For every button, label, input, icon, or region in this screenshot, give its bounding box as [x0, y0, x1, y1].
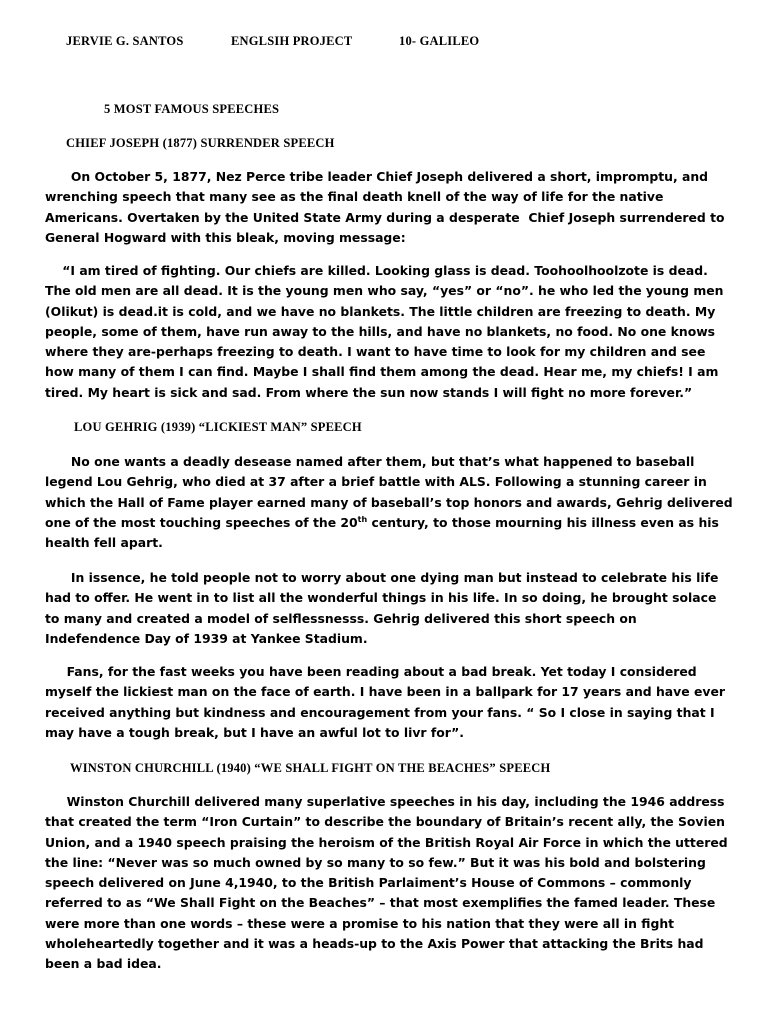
paragraph-line: health fell apart. — [45, 535, 163, 551]
paragraph-line: were more than one words – these were a promise to his nation that they were all in fight — [45, 915, 675, 931]
paragraph-line: “I am tired of fighting. Our chiefs are killed. Looking glass is dead. Toohoolhoolzote is dead. — [45, 263, 708, 278]
paragraph — [45, 167, 725, 248]
line-text: century, to those mourning his illness even as his — [367, 514, 719, 530]
paragraph-line: General Hogward with this bleak, moving message: — [45, 229, 406, 245]
paragraph-line: to many and created a model of selflessnesss. Gehrig delivered this short speech on — [45, 610, 637, 626]
paragraph-line: received anything but kindness and encouragement from your fans. “ So I close in saying that I — [45, 704, 715, 720]
paragraph-line: how many of them I can find. Maybe I shall find them among the dead. Hear me, my chiefs! I am — [45, 364, 719, 380]
section-heading-winston-churchill: WINSTON CHURCHILL (1940) “WE SHALL FIGHT ON THE BEACHES” SPEECH — [70, 761, 551, 775]
paragraph-line: myself the lickiest man on the face of earth. I have been in a ballpark for 17 years and have ever — [45, 684, 725, 700]
paragraph-line: where they are-perhaps freezing to death. I want to have time to look for my children and see — [45, 344, 706, 360]
paragraph-line: wrenching speech that many see as the final death knell of the way of life for the native — [45, 189, 664, 205]
paragraph-line: legend Lou Gehrig, who died at 37 after a brief battle with ALS. Following a stunning career in — [45, 474, 707, 490]
paragraph-line: the line: “Never was so much owned by so many to so few.” But it was his bold and bolstering — [45, 854, 706, 870]
paragraph-line: In issence, he told people not to worry about one dying man but instead to celebrate his life — [45, 570, 719, 585]
paragraph-line: No one wants a deadly desease named after them, but that’s what happened to baseball — [45, 454, 695, 469]
paragraph-line: referred to as “We Shall Fight on the Beaches” – that most exemplifies the famed leader. These — [45, 895, 716, 911]
paragraph — [45, 452, 733, 553]
paragraph-line: that created the term “Iron Curtain” to describe the boundary of Britain’s recent ally, the Sovien — [45, 814, 725, 830]
paragraph — [45, 568, 725, 649]
project-label: ENGLSIH PROJECT — [231, 34, 353, 48]
paragraph-line: Indefendence Day of 1939 at Yankee Stadium. — [45, 630, 368, 646]
paragraph-line: Winston Churchill delivered many superlative speeches in his day, including the 1946 address — [45, 794, 725, 809]
paragraph-line: (Olikut) is dead.it is cold, and we have no blankets. The little children are freezing to death. My — [45, 303, 716, 319]
document-title: 5 MOST FAMOUS SPEECHES — [104, 102, 280, 116]
paragraph — [45, 792, 728, 975]
quote-paragraph — [45, 662, 725, 743]
paragraph-line: Union, and a 1940 speech praising the heroism of the British Royal Air Force in which the uttered — [45, 834, 728, 850]
paragraph-line: been a bad idea. — [45, 956, 162, 972]
section-heading-chief-joseph: CHIEF JOSEPH (1877) SURRENDER SPEECH — [66, 136, 335, 150]
paragraph-line: may have a tough break, but I have an awful lot to livr for”. — [45, 724, 464, 740]
paragraph-line: which the Hall of Fame player earned many of baseball’s top honors and awards, Gehrig delivered — [45, 494, 733, 510]
paragraph-line: The old men are all dead. It is the young men who say, “yes” or “no”. he who led the young men — [45, 283, 724, 299]
paragraph-line: wholeheartedly together and it was a heads-up to the Axis Power that attacking the Brits had — [45, 936, 704, 952]
section-heading-lou-gehrig: LOU GEHRIG (1939) “LICKIEST MAN” SPEECH — [74, 420, 362, 434]
paragraph-line: On October 5, 1877, Nez Perce tribe leader Chief Joseph delivered a short, impromptu, and — [45, 169, 709, 184]
quote-paragraph — [45, 261, 725, 403]
section-label: 10- GALILEO — [399, 34, 480, 48]
paragraph-line: Americans. Overtaken by the United State Army during a desperate Chief Joseph surrendered to — [45, 209, 725, 225]
paragraph-line: had to offer. He went in to list all the wonderful things in his life. In so doing, he brought solace — [45, 590, 717, 606]
paragraph-line: people, some of them, have run away to the hills, and have no blankets, no food. No one knows — [45, 323, 716, 339]
paragraph-line: Fans, for the fast weeks you have been reading about a bad break. Yet today I considered — [45, 664, 697, 679]
paragraph-line: tired. My heart is sick and sad. From where the sun now stands I will fight no more forever.” — [45, 384, 693, 400]
line-text: one of the most touching speeches of the 20 — [45, 514, 358, 530]
paragraph-line — [45, 513, 725, 533]
superscript: th — [357, 514, 368, 524]
author-name: JERVIE G. SANTOS — [66, 34, 184, 48]
paragraph-line: speech delivered on June 4,1940, to the British Parlaiment’s House of Commons – commonly — [45, 875, 692, 891]
